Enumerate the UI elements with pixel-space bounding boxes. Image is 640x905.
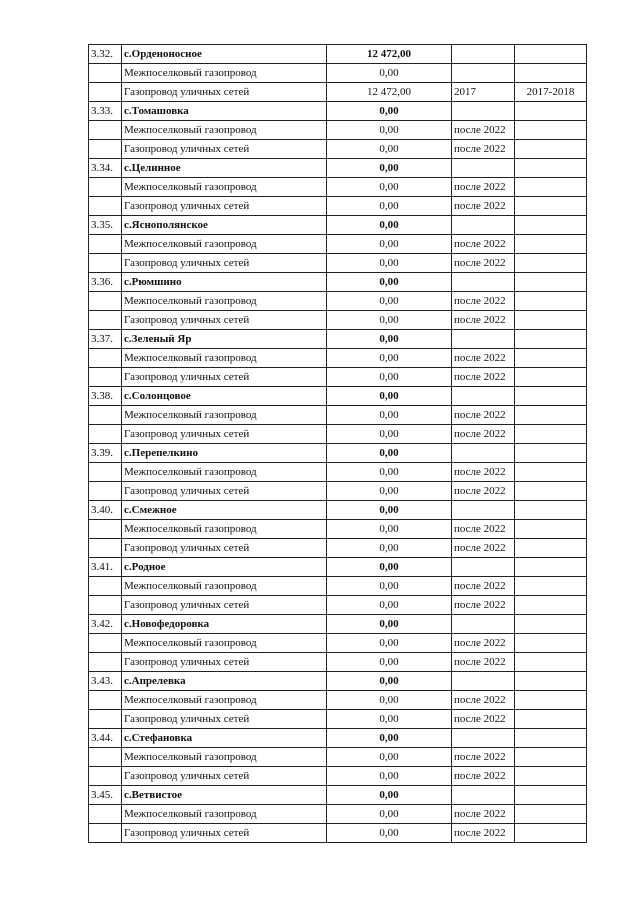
item-number bbox=[89, 482, 122, 501]
pipeline-row bbox=[89, 482, 587, 501]
item-number bbox=[89, 64, 122, 83]
settlement-name: с.Перепелкино bbox=[122, 444, 327, 463]
start-year: после 2022 bbox=[452, 520, 515, 539]
start-year: после 2022 bbox=[452, 368, 515, 387]
pipeline-type: Газопровод уличных сетей bbox=[122, 140, 327, 159]
pipeline-row bbox=[89, 653, 587, 672]
pipeline-type: Межпоселковый газопровод bbox=[122, 292, 327, 311]
cost-value: 0,00 bbox=[327, 558, 452, 577]
pipeline-row bbox=[89, 121, 587, 140]
pipeline-type: Газопровод уличных сетей bbox=[122, 482, 327, 501]
start-year: после 2022 bbox=[452, 577, 515, 596]
start-year: после 2022 bbox=[452, 292, 515, 311]
item-number bbox=[89, 406, 122, 425]
period-years bbox=[515, 64, 587, 83]
cost-value: 0,00 bbox=[327, 406, 452, 425]
pipeline-row bbox=[89, 368, 587, 387]
pipeline-row bbox=[89, 178, 587, 197]
settlement-name: с.Ветвистое bbox=[122, 786, 327, 805]
cost-value: 0,00 bbox=[327, 824, 452, 843]
item-number bbox=[89, 710, 122, 729]
settlement-row bbox=[89, 159, 587, 178]
pipeline-row bbox=[89, 805, 587, 824]
start-year: после 2022 bbox=[452, 463, 515, 482]
period-years bbox=[515, 330, 587, 349]
item-number bbox=[89, 653, 122, 672]
item-number: 3.32. bbox=[89, 45, 122, 64]
item-number bbox=[89, 425, 122, 444]
pipeline-row bbox=[89, 311, 587, 330]
item-number: 3.39. bbox=[89, 444, 122, 463]
cost-value: 0,00 bbox=[327, 254, 452, 273]
settlement-row bbox=[89, 387, 587, 406]
period-years bbox=[515, 349, 587, 368]
pipeline-type: Межпоселковый газопровод bbox=[122, 577, 327, 596]
cost-value: 0,00 bbox=[327, 140, 452, 159]
settlement-name: с.Родное bbox=[122, 558, 327, 577]
start-year bbox=[452, 387, 515, 406]
cost-value: 0,00 bbox=[327, 520, 452, 539]
pipeline-row bbox=[89, 596, 587, 615]
item-number bbox=[89, 368, 122, 387]
period-years bbox=[515, 634, 587, 653]
pipeline-type: Межпоселковый газопровод bbox=[122, 634, 327, 653]
cost-value: 0,00 bbox=[327, 463, 452, 482]
period-years bbox=[515, 520, 587, 539]
start-year: после 2022 bbox=[452, 482, 515, 501]
period-years bbox=[515, 653, 587, 672]
item-number bbox=[89, 596, 122, 615]
cost-value: 0,00 bbox=[327, 653, 452, 672]
cost-value: 0,00 bbox=[327, 292, 452, 311]
cost-value: 0,00 bbox=[327, 482, 452, 501]
pipeline-type: Газопровод уличных сетей bbox=[122, 368, 327, 387]
item-number bbox=[89, 311, 122, 330]
cost-value: 0,00 bbox=[327, 748, 452, 767]
settlement-name: с.Рюмшино bbox=[122, 273, 327, 292]
start-year: после 2022 bbox=[452, 121, 515, 140]
start-year: после 2022 bbox=[452, 235, 515, 254]
cost-value: 0,00 bbox=[327, 691, 452, 710]
item-number bbox=[89, 824, 122, 843]
cost-value: 0,00 bbox=[327, 216, 452, 235]
cost-value: 0,00 bbox=[327, 539, 452, 558]
pipeline-type: Межпоселковый газопровод bbox=[122, 121, 327, 140]
period-years bbox=[515, 368, 587, 387]
item-number bbox=[89, 634, 122, 653]
start-year bbox=[452, 216, 515, 235]
period-years bbox=[515, 254, 587, 273]
settlement-row bbox=[89, 216, 587, 235]
period-years bbox=[515, 178, 587, 197]
table-body bbox=[89, 45, 587, 843]
item-number bbox=[89, 83, 122, 102]
pipeline-row bbox=[89, 254, 587, 273]
start-year: после 2022 bbox=[452, 596, 515, 615]
period-years bbox=[515, 235, 587, 254]
cost-value: 0,00 bbox=[327, 311, 452, 330]
start-year: после 2022 bbox=[452, 805, 515, 824]
item-number bbox=[89, 349, 122, 368]
item-number: 3.36. bbox=[89, 273, 122, 292]
period-years bbox=[515, 558, 587, 577]
pipeline-row bbox=[89, 425, 587, 444]
cost-value: 0,00 bbox=[327, 64, 452, 83]
start-year: после 2022 bbox=[452, 197, 515, 216]
settlement-name: с.Зеленый Яр bbox=[122, 330, 327, 349]
settlement-name: с.Новофедоровка bbox=[122, 615, 327, 634]
pipeline-type: Газопровод уличных сетей bbox=[122, 197, 327, 216]
cost-value: 0,00 bbox=[327, 729, 452, 748]
cost-value: 0,00 bbox=[327, 273, 452, 292]
start-year: после 2022 bbox=[452, 539, 515, 558]
settlement-name: с.Смежное bbox=[122, 501, 327, 520]
start-year: после 2022 bbox=[452, 710, 515, 729]
cost-value: 0,00 bbox=[327, 672, 452, 691]
period-years bbox=[515, 463, 587, 482]
pipeline-row bbox=[89, 691, 587, 710]
settlement-row bbox=[89, 444, 587, 463]
settlement-row bbox=[89, 729, 587, 748]
pipeline-row bbox=[89, 197, 587, 216]
period-years bbox=[515, 596, 587, 615]
pipeline-row bbox=[89, 520, 587, 539]
item-number: 3.41. bbox=[89, 558, 122, 577]
item-number: 3.33. bbox=[89, 102, 122, 121]
pipeline-row bbox=[89, 824, 587, 843]
start-year bbox=[452, 501, 515, 520]
start-year bbox=[452, 64, 515, 83]
start-year: после 2022 bbox=[452, 311, 515, 330]
start-year: после 2022 bbox=[452, 425, 515, 444]
cost-value: 0,00 bbox=[327, 786, 452, 805]
period-years bbox=[515, 615, 587, 634]
period-years bbox=[515, 501, 587, 520]
settlement-name: с.Солонцовое bbox=[122, 387, 327, 406]
pipeline-type: Газопровод уличных сетей bbox=[122, 425, 327, 444]
settlement-row bbox=[89, 273, 587, 292]
period-years bbox=[515, 45, 587, 64]
period-years bbox=[515, 387, 587, 406]
period-years bbox=[515, 824, 587, 843]
cost-value: 0,00 bbox=[327, 349, 452, 368]
settlement-row bbox=[89, 501, 587, 520]
start-year: после 2022 bbox=[452, 691, 515, 710]
item-number bbox=[89, 805, 122, 824]
cost-value: 0,00 bbox=[327, 368, 452, 387]
start-year bbox=[452, 615, 515, 634]
start-year bbox=[452, 330, 515, 349]
cost-value: 0,00 bbox=[327, 805, 452, 824]
start-year bbox=[452, 273, 515, 292]
item-number bbox=[89, 140, 122, 159]
period-years bbox=[515, 577, 587, 596]
start-year bbox=[452, 45, 515, 64]
pipeline-type: Межпоселковый газопровод bbox=[122, 520, 327, 539]
period-years bbox=[515, 729, 587, 748]
pipeline-row bbox=[89, 292, 587, 311]
pipeline-type: Межпоселковый газопровод bbox=[122, 748, 327, 767]
item-number: 3.44. bbox=[89, 729, 122, 748]
pipeline-row bbox=[89, 235, 587, 254]
cost-value: 0,00 bbox=[327, 710, 452, 729]
pipeline-type: Газопровод уличных сетей bbox=[122, 311, 327, 330]
pipeline-row bbox=[89, 140, 587, 159]
settlement-row bbox=[89, 102, 587, 121]
item-number: 3.34. bbox=[89, 159, 122, 178]
item-number: 3.35. bbox=[89, 216, 122, 235]
pipeline-type: Газопровод уличных сетей bbox=[122, 767, 327, 786]
pipeline-type: Межпоселковый газопровод bbox=[122, 349, 327, 368]
pipeline-type: Межпоселковый газопровод bbox=[122, 64, 327, 83]
pipeline-row bbox=[89, 634, 587, 653]
period-years bbox=[515, 482, 587, 501]
item-number bbox=[89, 235, 122, 254]
pipeline-type: Газопровод уличных сетей bbox=[122, 653, 327, 672]
item-number: 3.37. bbox=[89, 330, 122, 349]
settlement-row bbox=[89, 330, 587, 349]
start-year: после 2022 bbox=[452, 406, 515, 425]
cost-value: 0,00 bbox=[327, 501, 452, 520]
start-year: после 2022 bbox=[452, 140, 515, 159]
period-years bbox=[515, 102, 587, 121]
period-years bbox=[515, 406, 587, 425]
item-number bbox=[89, 767, 122, 786]
pipeline-type: Газопровод уличных сетей bbox=[122, 596, 327, 615]
cost-value: 0,00 bbox=[327, 121, 452, 140]
cost-value: 0,00 bbox=[327, 444, 452, 463]
pipeline-type: Межпоселковый газопровод bbox=[122, 691, 327, 710]
start-year bbox=[452, 558, 515, 577]
pipeline-type: Межпоселковый газопровод bbox=[122, 805, 327, 824]
pipeline-type: Газопровод уличных сетей bbox=[122, 83, 327, 102]
cost-value: 0,00 bbox=[327, 235, 452, 254]
start-year bbox=[452, 159, 515, 178]
pipeline-type: Межпоселковый газопровод bbox=[122, 463, 327, 482]
period-years bbox=[515, 140, 587, 159]
cost-value: 12 472,00 bbox=[327, 45, 452, 64]
cost-value: 0,00 bbox=[327, 159, 452, 178]
item-number bbox=[89, 292, 122, 311]
item-number: 3.38. bbox=[89, 387, 122, 406]
item-number bbox=[89, 691, 122, 710]
start-year: 2017 bbox=[452, 83, 515, 102]
period-years bbox=[515, 748, 587, 767]
start-year bbox=[452, 786, 515, 805]
period-years bbox=[515, 121, 587, 140]
start-year bbox=[452, 672, 515, 691]
period-years bbox=[515, 786, 587, 805]
period-years: 2017-2018 bbox=[515, 83, 587, 102]
item-number: 3.40. bbox=[89, 501, 122, 520]
period-years bbox=[515, 425, 587, 444]
item-number: 3.43. bbox=[89, 672, 122, 691]
period-years bbox=[515, 273, 587, 292]
pipeline-row bbox=[89, 64, 587, 83]
period-years bbox=[515, 672, 587, 691]
item-number bbox=[89, 520, 122, 539]
start-year: после 2022 bbox=[452, 178, 515, 197]
item-number bbox=[89, 121, 122, 140]
cost-value: 0,00 bbox=[327, 596, 452, 615]
period-years bbox=[515, 444, 587, 463]
cost-value: 0,00 bbox=[327, 577, 452, 596]
pipeline-type: Межпоселковый газопровод bbox=[122, 235, 327, 254]
pipeline-row bbox=[89, 406, 587, 425]
cost-value: 0,00 bbox=[327, 197, 452, 216]
start-year bbox=[452, 729, 515, 748]
cost-value: 0,00 bbox=[327, 178, 452, 197]
start-year bbox=[452, 102, 515, 121]
pipeline-type: Газопровод уличных сетей bbox=[122, 539, 327, 558]
pipeline-row bbox=[89, 767, 587, 786]
item-number bbox=[89, 463, 122, 482]
period-years bbox=[515, 311, 587, 330]
start-year bbox=[452, 444, 515, 463]
period-years bbox=[515, 292, 587, 311]
pipeline-type: Газопровод уличных сетей bbox=[122, 710, 327, 729]
pipeline-row bbox=[89, 710, 587, 729]
period-years bbox=[515, 805, 587, 824]
cost-value: 0,00 bbox=[327, 102, 452, 121]
settlement-name: с.Стефановка bbox=[122, 729, 327, 748]
start-year: после 2022 bbox=[452, 634, 515, 653]
settlement-row bbox=[89, 786, 587, 805]
period-years bbox=[515, 539, 587, 558]
item-number bbox=[89, 254, 122, 273]
settlement-name: с.Орденоносное bbox=[122, 45, 327, 64]
settlement-name: с.Целинное bbox=[122, 159, 327, 178]
period-years bbox=[515, 710, 587, 729]
pipeline-row bbox=[89, 539, 587, 558]
item-number bbox=[89, 577, 122, 596]
item-number bbox=[89, 178, 122, 197]
pipeline-type: Газопровод уличных сетей bbox=[122, 824, 327, 843]
cost-value: 0,00 bbox=[327, 634, 452, 653]
settlement-row bbox=[89, 672, 587, 691]
pipeline-type: Межпоселковый газопровод bbox=[122, 178, 327, 197]
item-number bbox=[89, 197, 122, 216]
cost-value: 0,00 bbox=[327, 767, 452, 786]
item-number bbox=[89, 748, 122, 767]
cost-value: 0,00 bbox=[327, 387, 452, 406]
start-year: после 2022 bbox=[452, 748, 515, 767]
cost-value: 12 472,00 bbox=[327, 83, 452, 102]
pipeline-row bbox=[89, 748, 587, 767]
start-year: после 2022 bbox=[452, 653, 515, 672]
start-year: после 2022 bbox=[452, 767, 515, 786]
item-number: 3.45. bbox=[89, 786, 122, 805]
pipeline-row bbox=[89, 349, 587, 368]
pipeline-type: Газопровод уличных сетей bbox=[122, 254, 327, 273]
gas-pipeline-table bbox=[88, 44, 587, 843]
item-number: 3.42. bbox=[89, 615, 122, 634]
cost-value: 0,00 bbox=[327, 425, 452, 444]
start-year: после 2022 bbox=[452, 349, 515, 368]
settlement-name: с.Томашовка bbox=[122, 102, 327, 121]
period-years bbox=[515, 197, 587, 216]
settlement-row bbox=[89, 558, 587, 577]
pipeline-type: Межпоселковый газопровод bbox=[122, 406, 327, 425]
settlement-name: с.Яснополянское bbox=[122, 216, 327, 235]
settlement-row bbox=[89, 615, 587, 634]
start-year: после 2022 bbox=[452, 824, 515, 843]
pipeline-row bbox=[89, 463, 587, 482]
item-number bbox=[89, 539, 122, 558]
pipeline-row bbox=[89, 577, 587, 596]
pipeline-row bbox=[89, 83, 587, 102]
cost-value: 0,00 bbox=[327, 330, 452, 349]
cost-value: 0,00 bbox=[327, 615, 452, 634]
start-year: после 2022 bbox=[452, 254, 515, 273]
period-years bbox=[515, 159, 587, 178]
period-years bbox=[515, 216, 587, 235]
settlement-row bbox=[89, 45, 587, 64]
period-years bbox=[515, 691, 587, 710]
period-years bbox=[515, 767, 587, 786]
settlement-name: с.Апрелевка bbox=[122, 672, 327, 691]
